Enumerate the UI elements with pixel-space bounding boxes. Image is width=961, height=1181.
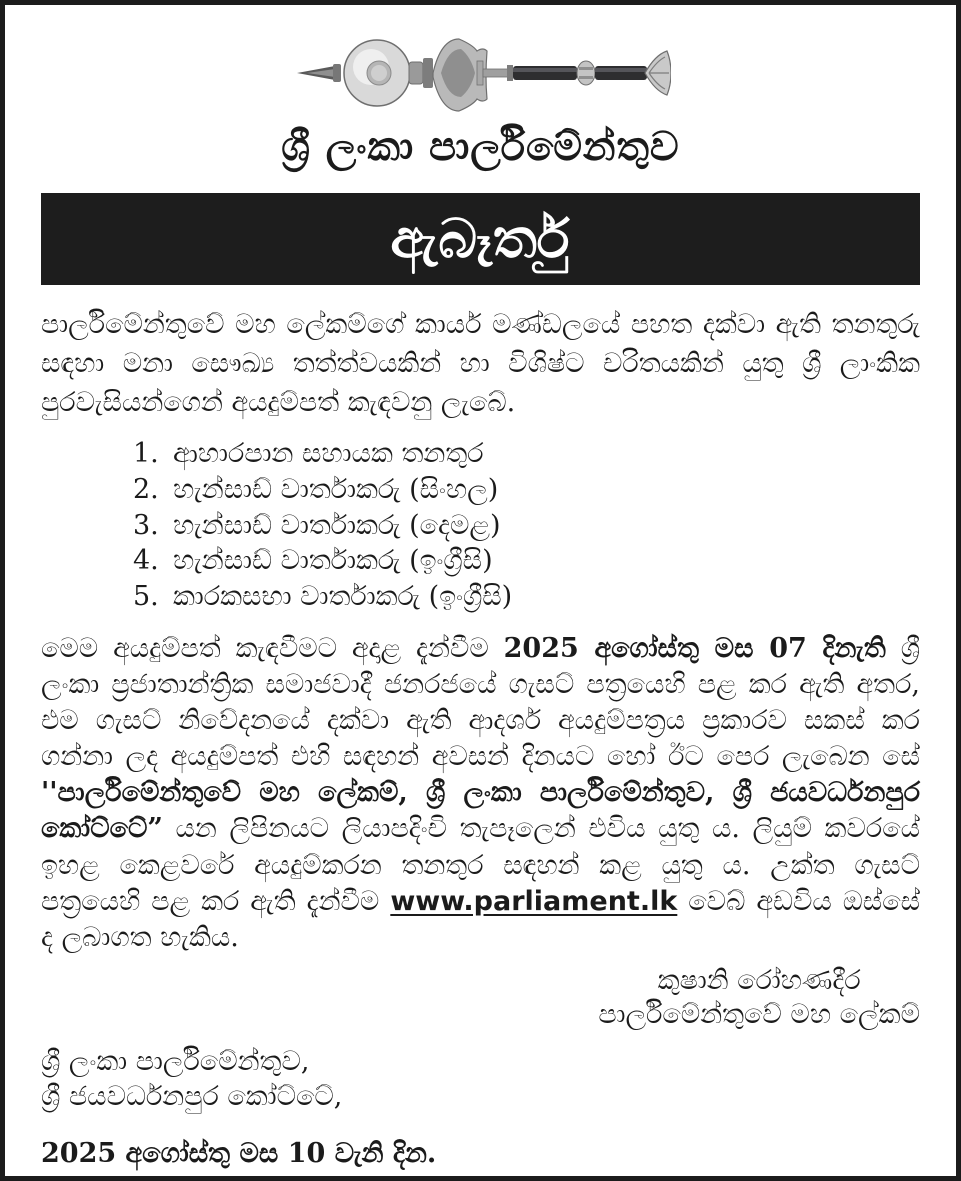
list-item-label: හැන්සාඩ් වාර්තාකරු (සිංහල) <box>173 474 499 506</box>
postal-address-bold: ''පාර්ලිමේන්තුවේ මහ ලේකම්, ශ්‍රී ලංකා පාර්ලිමේන්තුව, ශ්‍රී ජයවර්ධනපුර කෝට්ටේ” <box>41 777 920 845</box>
notice-dateline: 2025 අගෝස්තු මස 10 වැනි දින. <box>41 1137 437 1169</box>
details-text: වෙබ් අඩවිය ඔස්සේ ද ලබාගත හැකිය. <box>41 885 921 953</box>
intro-paragraph: පාර්ලිමේන්තුවේ මහ ලේකම්ගේ කාර්ය මණ්ඩලයේ පහත දක්වා ඇති තනතුරු සඳහා මනා සෞඛ්‍ය තත්ත්වයකින් හා විශිෂ්ට චරිතයකින් යුතු ශ්‍රී ලාංකික පුරවැසියන්ගෙන් අයදුම්පත් කැඳවනු ලැබේ. <box>41 309 920 419</box>
signatory-name: කුෂානි රෝහණදීර <box>657 965 861 997</box>
list-item-number: 1. <box>133 438 159 470</box>
details-text: මෙම අයදුම්පත් කැඳවීමට අදාළ දැන්වීම <box>41 632 504 664</box>
vacancy-list <box>133 436 920 614</box>
list-item-number: 2. <box>133 474 159 506</box>
address-block <box>41 1044 920 1114</box>
details-text: ශ්‍රී ලංකා ප්‍රජාතාන්ත්‍රික සමාජවාදී ජනරජයේ ගැසට් පත්‍රයෙහි පළ කර ඇති අතර, එම ගැසට් නිවේදනයේ දක්වා ඇති ආදර්ශ අයදුම්පත්‍රය ප්‍රකාරව සකස් කර ගන්නා ලද අයදුම්පත් එහි සඳහන් අවසන් දිනයට හෝ ඊට පෙර ලැබෙන සේ <box>41 632 921 773</box>
list-item <box>133 579 920 615</box>
parliament-website-link[interactable]: www.parliament.lk <box>390 885 678 917</box>
list-item <box>133 543 920 579</box>
list-item-label: ආහාරපාන සහායක තනතුර <box>173 438 484 470</box>
details-text: යන ලිපිනයට ලියාපදිංචි තැපෑලෙන් එවිය යුතු ය. ලියුම් කවරයේ ඉහළ කෙළවරේ අයදුම්කරන තනතුර සඳහන් කළ යුතු ය. උක්ත ගැසට් පත්‍රයෙහි පළ කර ඇති දැන්වීම <box>41 813 920 917</box>
page-title: ශ්‍රී ලංකා පාර්ලිමේන්තුව <box>281 123 680 170</box>
signatory-title: පාර්ලිමේන්තුවේ මහ ලේකම් <box>598 998 920 1030</box>
signature-section <box>41 964 920 1032</box>
mace-image-container <box>41 31 920 117</box>
address-line-1: ශ්‍රී ලංකා පාර්ලිමේන්තුව, <box>41 1045 310 1077</box>
list-item-label: හැන්සාඩ් වාර්තාකරු (දෙමළ) <box>173 509 501 541</box>
list-item <box>133 508 920 544</box>
gazette-date-bold: 2025 අගෝස්තු මස 07 දිනැති <box>503 632 886 664</box>
list-item-number: 5. <box>133 580 159 612</box>
list-item-label: කාරකසභා වාර්තාකරු (ඉංග්‍රීසි) <box>173 580 513 612</box>
list-item <box>133 472 920 508</box>
vacancies-banner-label: ඇබෑර්තු <box>390 207 571 270</box>
list-item-label: හැන්සාඩ් වාර්තාකරු (ඉංග්‍රීසි) <box>173 545 493 577</box>
list-item <box>133 436 920 472</box>
details-paragraph <box>41 631 920 957</box>
vacancies-banner <box>41 193 920 285</box>
list-item-number: 4. <box>133 545 159 577</box>
parliament-mace-icon <box>291 31 671 115</box>
address-line-2: ශ්‍රී ජයවර්ධනපුර කෝට්ටේ, <box>41 1080 343 1112</box>
list-item-number: 3. <box>133 509 159 541</box>
